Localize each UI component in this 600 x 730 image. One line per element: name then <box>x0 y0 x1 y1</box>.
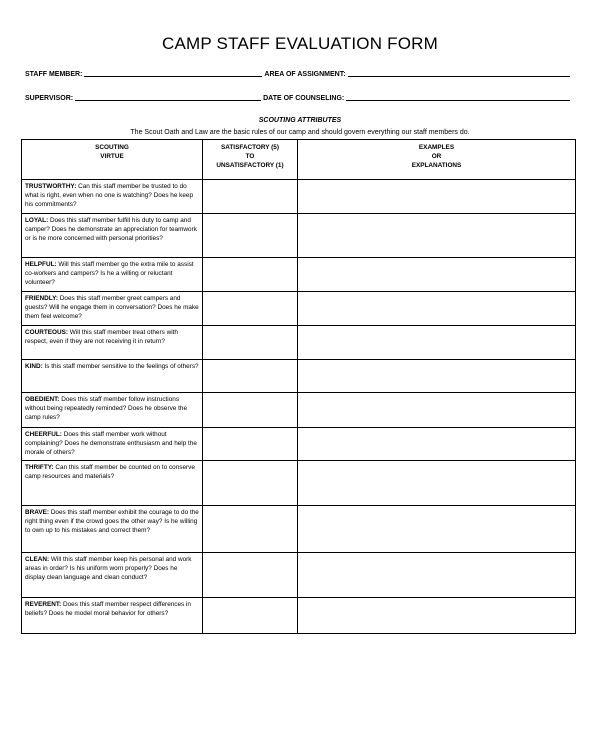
explanation-cell[interactable] <box>298 598 576 634</box>
staff-member-field[interactable] <box>84 69 262 77</box>
virtue-cell: THRIFTY: Can this staff member be counted on to conserve camp resources and materials? <box>22 461 203 506</box>
explanation-cell[interactable] <box>298 326 576 360</box>
area-of-assignment-field[interactable] <box>348 69 570 77</box>
table-row <box>22 258 576 292</box>
table-row <box>22 506 576 553</box>
explanation-cell[interactable] <box>298 360 576 393</box>
virtue-cell: OBEDIENT: Does this staff member follow instructions without being repeatedly reminded? Does he observe the camp rules? <box>22 393 203 428</box>
table-row <box>22 180 576 214</box>
virtue-cell: TRUSTWORTHY: Can this staff member be trusted to do what is right, even when no one is watching? Does he keep his commitments? <box>22 180 203 214</box>
table-row <box>22 461 576 506</box>
explanation-cell[interactable] <box>298 506 576 553</box>
virtue-cell: COURTEOUS: Will this staff member treat others with respect, even if they are not receiving it in return? <box>22 326 203 360</box>
explanation-cell[interactable] <box>298 214 576 258</box>
virtue-cell: LOYAL: Does this staff member fulfill his duty to camp and camper? Does he demonstrate an appreciation for teamwork or is he more concerned with personal priorities? <box>22 214 203 258</box>
header-rating: SATISFACTORY (5) TO UNSATISFACTORY (1) <box>203 140 298 180</box>
table-row <box>22 393 576 428</box>
supervisor-label: SUPERVISOR: <box>25 95 74 102</box>
header-scouting-virtue: SCOUTING VIRTUE <box>22 140 203 180</box>
rating-cell[interactable] <box>203 506 298 553</box>
attributes-table <box>21 139 576 634</box>
area-of-assignment-label: AREA OF ASSIGNMENT: <box>264 71 346 78</box>
explanation-cell[interactable] <box>298 428 576 461</box>
staff-member-row <box>25 69 572 78</box>
section-subtitle: The Scout Oath and Law are the basic rules of our camp and should govern everything our staff members do. <box>130 129 470 136</box>
supervisor-row <box>25 93 572 102</box>
rating-cell[interactable] <box>203 326 298 360</box>
virtue-cell: CHEERFUL: Does this staff member work without complaining? Does he demonstrate enthusiasm and help the morale of others? <box>22 428 203 461</box>
rating-cell[interactable] <box>203 461 298 506</box>
rating-cell[interactable] <box>203 214 298 258</box>
rating-cell[interactable] <box>203 360 298 393</box>
rating-cell[interactable] <box>203 553 298 598</box>
virtue-cell: HELPFUL: Will this staff member go the extra mile to assist co-workers and campers? Is he a willing or reluctant volunteer? <box>22 258 203 292</box>
table-row <box>22 292 576 326</box>
table-row <box>22 598 576 634</box>
explanation-cell[interactable] <box>298 461 576 506</box>
rating-cell[interactable] <box>203 258 298 292</box>
section-title: SCOUTING ATTRIBUTES <box>258 117 342 124</box>
explanation-cell[interactable] <box>298 393 576 428</box>
form-title: CAMP STAFF EVALUATION FORM <box>162 34 438 53</box>
table-header-row <box>22 140 576 180</box>
header-examples: EXAMPLES OR EXPLANATIONS <box>298 140 576 180</box>
supervisor-field[interactable] <box>75 93 261 101</box>
rating-cell[interactable] <box>203 428 298 461</box>
table-row <box>22 214 576 258</box>
table-row <box>22 428 576 461</box>
staff-member-label: STAFF MEMBER: <box>25 71 83 78</box>
virtue-cell: REVERENT: Does this staff member respect differences in beliefs? Does he model moral behavior for others? <box>22 598 203 634</box>
date-of-counseling-label: DATE OF COUNSELING: <box>263 95 345 102</box>
rating-cell[interactable] <box>203 180 298 214</box>
explanation-cell[interactable] <box>298 180 576 214</box>
virtue-cell: CLEAN: Will this staff member keep his personal and work areas in order? Is his uniform worn properly? Does he display clean language and clean conduct? <box>22 553 203 598</box>
rating-cell[interactable] <box>203 292 298 326</box>
rating-cell[interactable] <box>203 598 298 634</box>
explanation-cell[interactable] <box>298 553 576 598</box>
table-row <box>22 360 576 393</box>
rating-cell[interactable] <box>203 393 298 428</box>
virtue-cell: KIND: Is this staff member sensitive to the feelings of others? <box>22 360 203 393</box>
explanation-cell[interactable] <box>298 258 576 292</box>
date-of-counseling-field[interactable] <box>346 93 570 101</box>
virtue-cell: FRIENDLY: Does this staff member greet campers and guests? Will he engage them in conversation? Does he make them feel welcome? <box>22 292 203 326</box>
table-row <box>22 553 576 598</box>
explanation-cell[interactable] <box>298 292 576 326</box>
table-row <box>22 326 576 360</box>
virtue-cell: BRAVE: Does this staff member exhibit the courage to do the right thing even if the crowd goes the other way? Is he willing to own up to his mistakes and correct them? <box>22 506 203 553</box>
